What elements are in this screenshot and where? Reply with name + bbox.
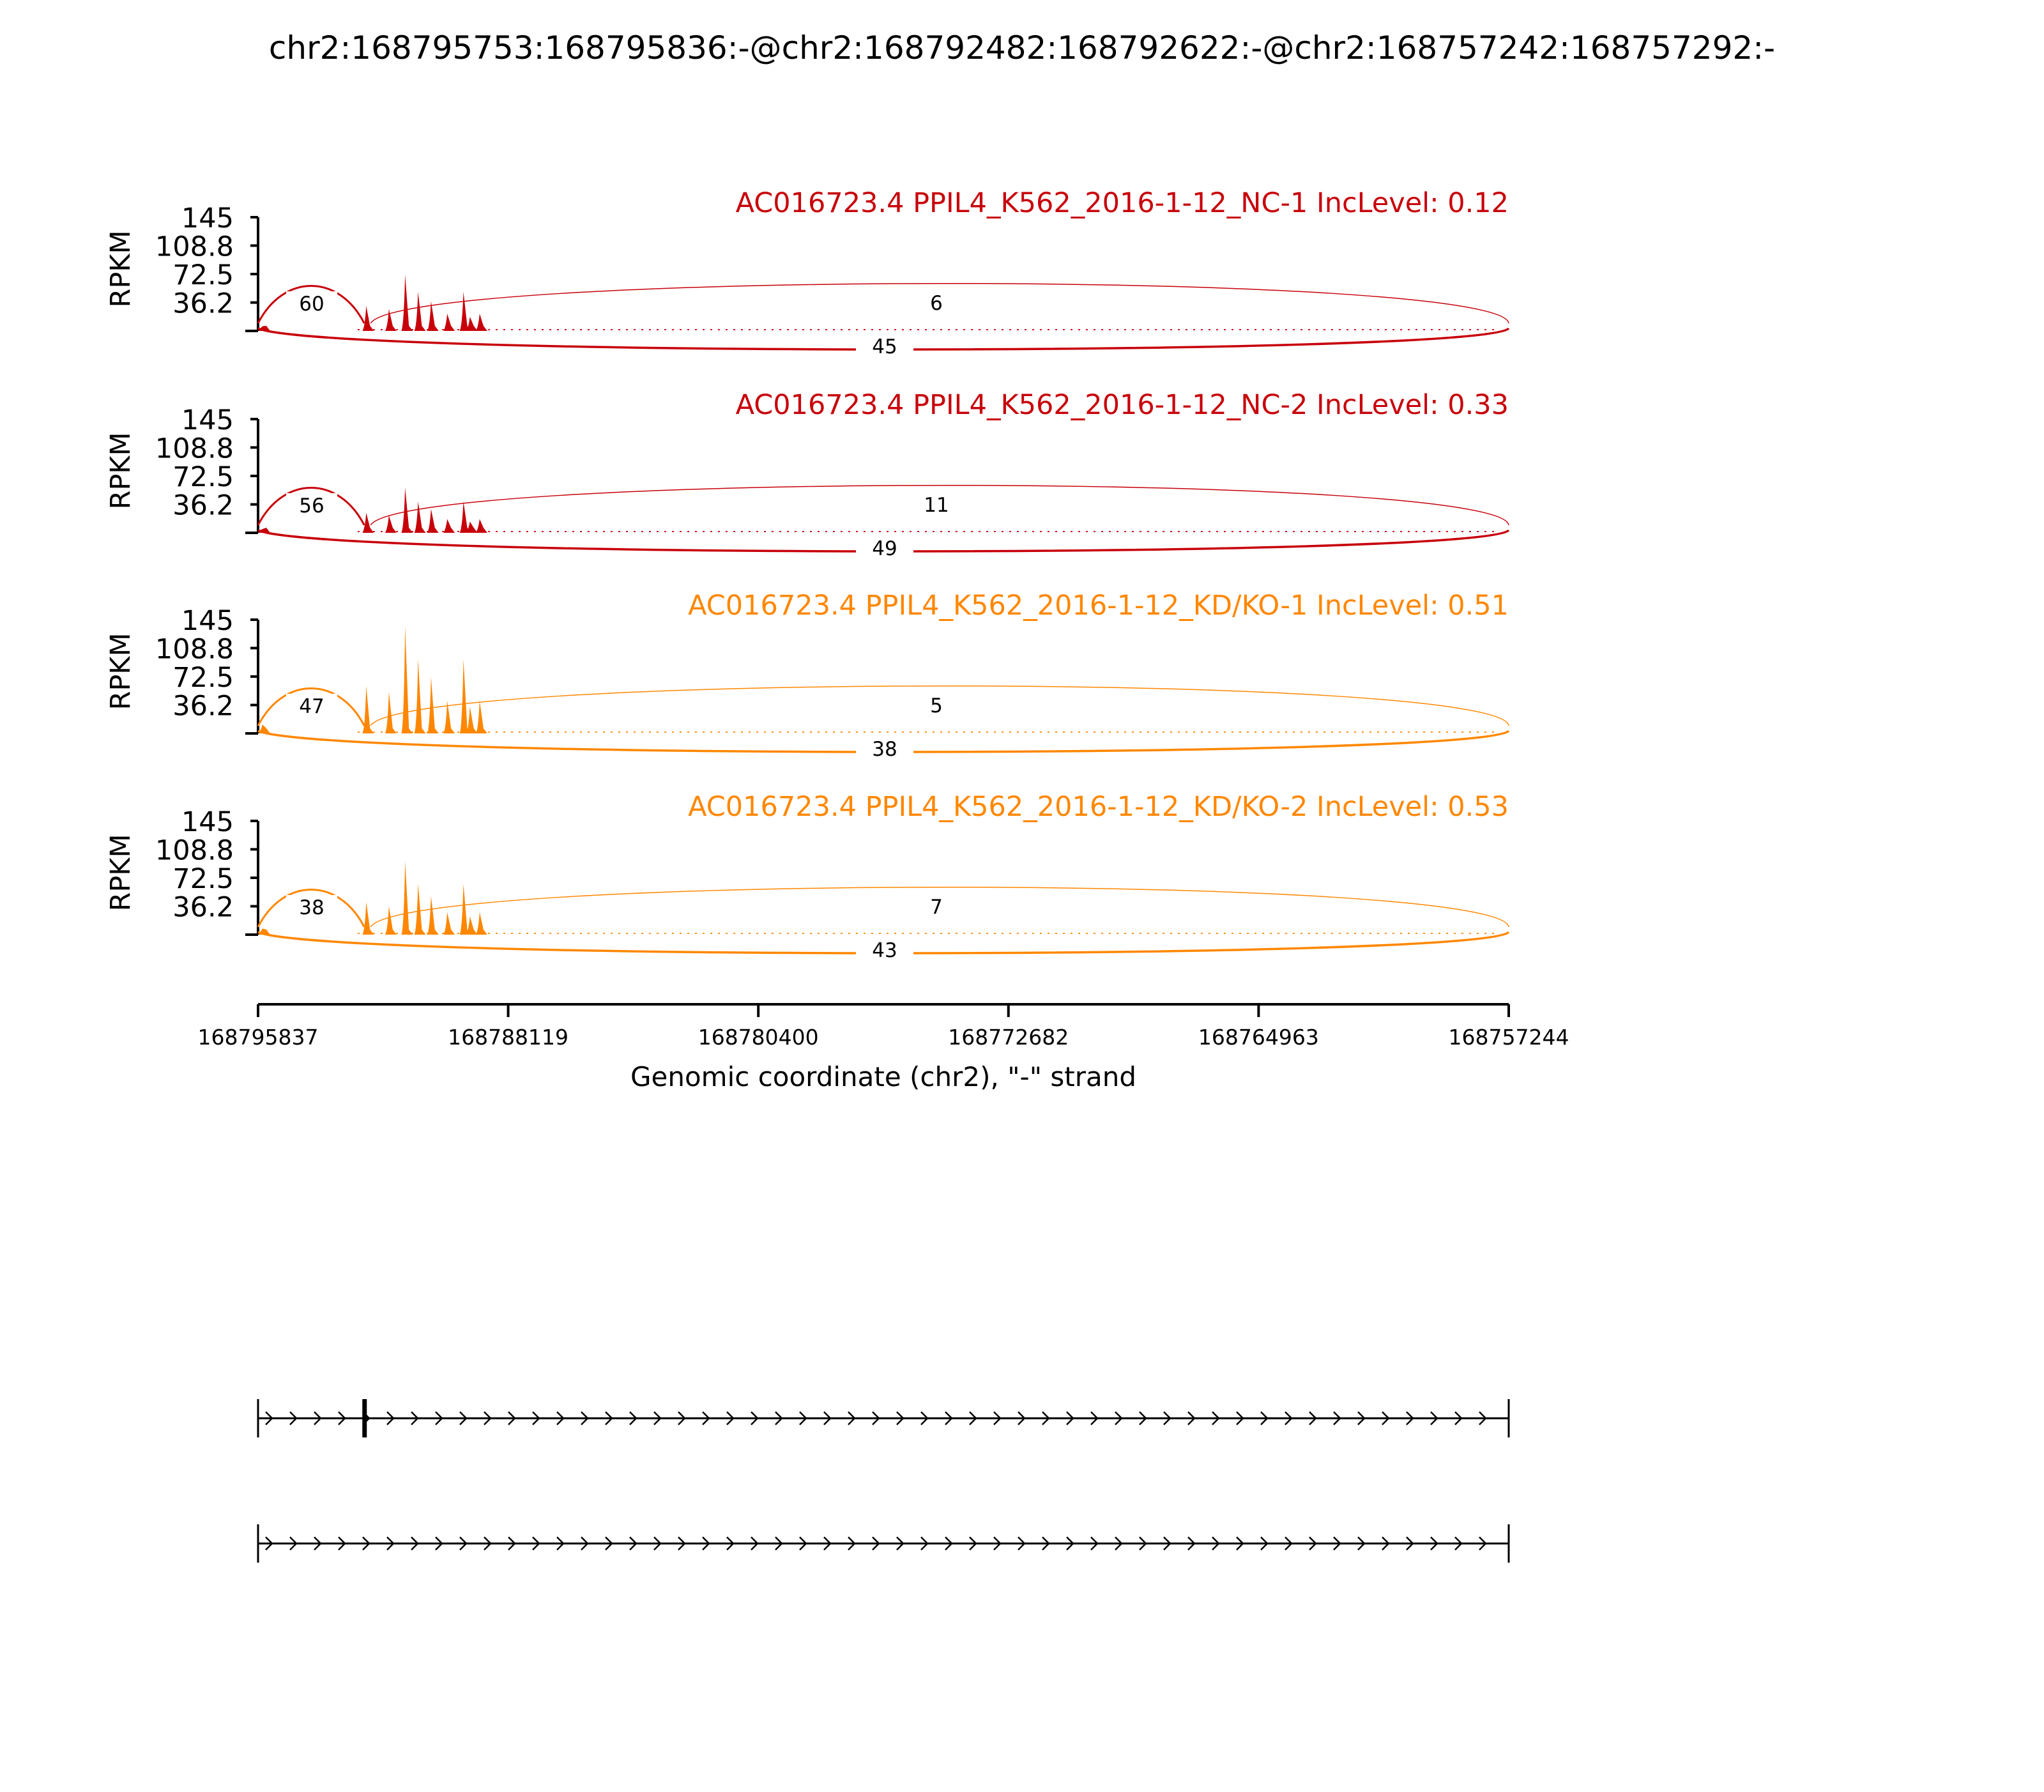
junction-label-inclusion-2: 43 bbox=[872, 939, 897, 962]
junction-label-skipping: 5 bbox=[930, 694, 943, 717]
coverage-peak bbox=[427, 677, 439, 733]
y-tick-label: 145 bbox=[181, 806, 234, 838]
coverage-peak bbox=[443, 314, 455, 331]
y-tick-label: 108.8 bbox=[155, 433, 234, 465]
y-tick-label: 36.2 bbox=[172, 489, 234, 522]
y-tick-label: 108.8 bbox=[155, 834, 234, 867]
x-tick-label: 168757244 bbox=[1448, 1025, 1569, 1050]
y-tick-label: 72.5 bbox=[172, 863, 234, 895]
coverage-peak bbox=[466, 521, 478, 533]
sample-panel bbox=[105, 187, 1509, 358]
junction-label-skipping: 6 bbox=[930, 292, 943, 315]
coverage-peak bbox=[385, 906, 397, 935]
gene-models bbox=[258, 1399, 1509, 1563]
gene-model-track bbox=[258, 1524, 1509, 1563]
x-tick-label: 168788119 bbox=[448, 1025, 569, 1050]
coverage-peak bbox=[385, 516, 397, 533]
y-axis-label: RPKM bbox=[105, 230, 137, 308]
coverage-peak bbox=[401, 626, 413, 733]
x-axis bbox=[198, 1004, 1569, 1092]
coverage-peak bbox=[427, 509, 439, 533]
coverage-peak bbox=[362, 306, 374, 331]
x-tick-label: 168764963 bbox=[1198, 1025, 1319, 1050]
coverage-peak bbox=[466, 707, 478, 733]
x-axis-label: Genomic coordinate (chr2), "-" strand bbox=[630, 1061, 1137, 1092]
coverage-peak bbox=[385, 692, 397, 733]
y-tick-label: 72.5 bbox=[172, 662, 234, 694]
coverage-peak bbox=[427, 896, 439, 935]
y-tick-label: 36.2 bbox=[172, 690, 234, 723]
sample-panel bbox=[105, 389, 1509, 560]
x-tick-label: 168772682 bbox=[948, 1025, 1069, 1050]
gene-model-track bbox=[258, 1399, 1509, 1437]
sample-title: AC016723.4 PPIL4_K562_2016-1-12_NC-2 IncLevel: 0.33 bbox=[735, 389, 1509, 421]
coverage-peak bbox=[443, 912, 455, 935]
junction-label-inclusion-1: 47 bbox=[299, 695, 324, 718]
coverage-peak bbox=[362, 902, 374, 935]
junction-label-skipping: 7 bbox=[930, 896, 943, 919]
coverage-peak bbox=[401, 861, 413, 935]
coverage-peak bbox=[414, 292, 425, 331]
y-tick-label: 145 bbox=[181, 203, 234, 234]
x-tick-label: 168795837 bbox=[197, 1025, 319, 1050]
coverage-peak bbox=[414, 884, 425, 935]
y-tick-label: 72.5 bbox=[172, 259, 234, 291]
figure-title: chr2:168795753:168795836:-@chr2:168792482:168792622:-@chr2:168757242:168757292:- bbox=[268, 29, 1776, 66]
junction-label-inclusion-1: 56 bbox=[299, 494, 324, 517]
coverage-peak bbox=[476, 519, 487, 533]
sample-title: AC016723.4 PPIL4_K562_2016-1-12_NC-1 IncLevel: 0.12 bbox=[735, 187, 1509, 219]
y-axis-label: RPKM bbox=[105, 632, 137, 710]
coverage-peak bbox=[466, 317, 478, 331]
junction-label-inclusion-1: 60 bbox=[299, 293, 324, 316]
junction-label-skipping: 11 bbox=[924, 494, 949, 517]
y-tick-label: 145 bbox=[181, 605, 234, 637]
y-tick-label: 36.2 bbox=[172, 287, 234, 320]
junction-label-inclusion-2: 49 bbox=[872, 537, 897, 560]
y-axis-label: RPKM bbox=[105, 834, 137, 912]
sample-panel bbox=[105, 791, 1509, 962]
y-tick-label: 108.8 bbox=[155, 231, 234, 263]
y-tick-label: 108.8 bbox=[155, 633, 234, 666]
junction-label-inclusion-2: 45 bbox=[872, 335, 897, 358]
sample-title: AC016723.4 PPIL4_K562_2016-1-12_KD/KO-2 IncLevel: 0.53 bbox=[688, 791, 1509, 823]
junction-label-inclusion-2: 38 bbox=[872, 738, 897, 761]
y-tick-label: 72.5 bbox=[172, 461, 234, 493]
y-tick-label: 145 bbox=[181, 404, 234, 436]
coverage-peak bbox=[466, 916, 478, 935]
y-tick-label: 36.2 bbox=[172, 891, 234, 924]
x-tick-label: 168780400 bbox=[698, 1025, 819, 1050]
sample-panels bbox=[105, 187, 1509, 962]
coverage-peak bbox=[414, 659, 425, 733]
coverage-peak bbox=[414, 502, 425, 533]
sample-title: AC016723.4 PPIL4_K562_2016-1-12_KD/KO-1 IncLevel: 0.51 bbox=[688, 590, 1509, 622]
x-axis-ticks bbox=[198, 1004, 1569, 1050]
coverage-peak bbox=[476, 314, 487, 331]
coverage-peak bbox=[362, 685, 374, 733]
coverage-peak bbox=[476, 701, 487, 733]
junction-label-inclusion-1: 38 bbox=[299, 896, 324, 919]
sample-panel bbox=[105, 590, 1509, 761]
coverage-peak bbox=[476, 912, 487, 935]
y-axis-label: RPKM bbox=[105, 432, 137, 510]
coverage-peak bbox=[443, 519, 455, 533]
coverage-peak bbox=[401, 275, 413, 331]
